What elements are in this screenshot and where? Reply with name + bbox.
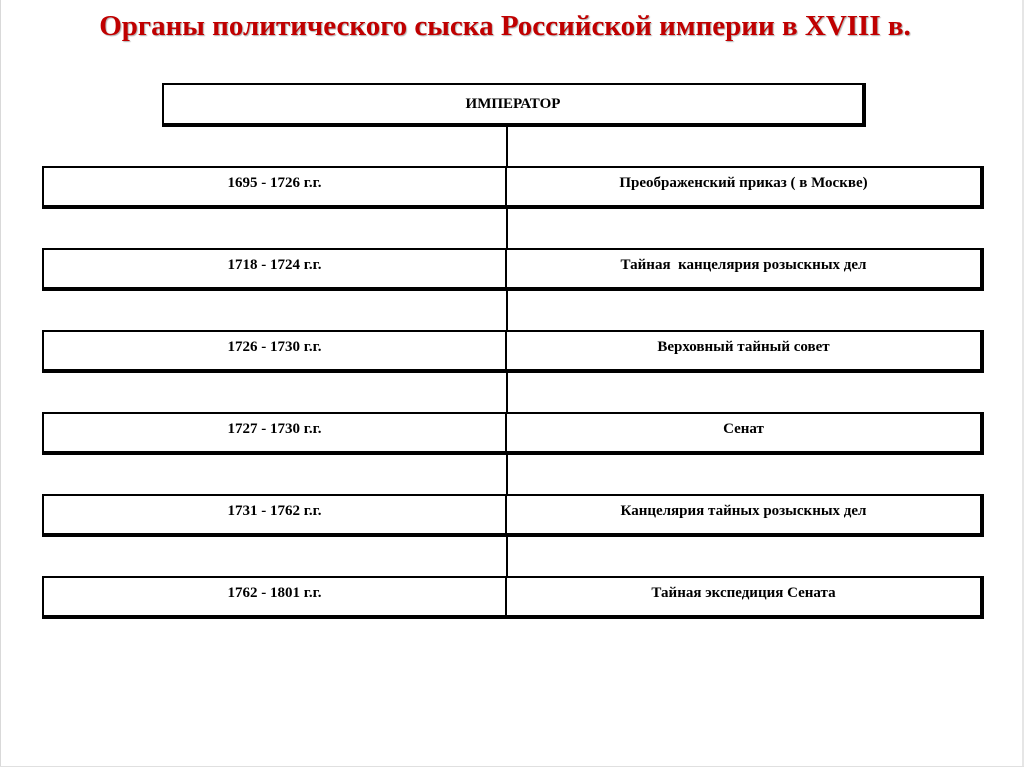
period-cell: 1727 - 1730 г.г. (44, 414, 507, 451)
period-row (42, 330, 984, 373)
page-title: Органы политического сыска Российской империи в XVIII в. (99, 10, 911, 42)
connector-line (506, 127, 508, 166)
organ-cell: Тайная канцелярия розыскных дел (620, 257, 867, 273)
period-row (42, 248, 984, 291)
connector-line (506, 537, 508, 576)
period-row (42, 494, 984, 537)
emperor-label: ИМПЕРАТОР (465, 95, 561, 112)
organ-cell: Верховный тайный совет (657, 339, 830, 355)
organ-cell: Канцелярия тайных розыскных дел (620, 503, 867, 519)
connector-line (506, 209, 508, 248)
period-row (42, 576, 984, 619)
period-cell: 1731 - 1762 г.г. (44, 496, 507, 533)
organ-cell: Тайная экспедиция Сената (651, 585, 836, 601)
period-cell: 1726 - 1730 г.г. (44, 332, 507, 369)
period-row (42, 412, 984, 455)
organ-cell: Преображенский приказ ( в Москве) (619, 175, 868, 191)
period-cell: 1762 - 1801 г.г. (44, 578, 507, 615)
connector-line (506, 291, 508, 330)
organ-cell: Сенат (723, 421, 764, 437)
slide-border-left (0, 0, 1, 767)
connector-line (506, 373, 508, 412)
period-cell: 1718 - 1724 г.г. (44, 250, 507, 287)
period-cell: 1695 - 1726 г.г. (44, 168, 507, 205)
period-row (42, 166, 984, 209)
connector-line (506, 455, 508, 494)
emperor-box (162, 83, 866, 127)
